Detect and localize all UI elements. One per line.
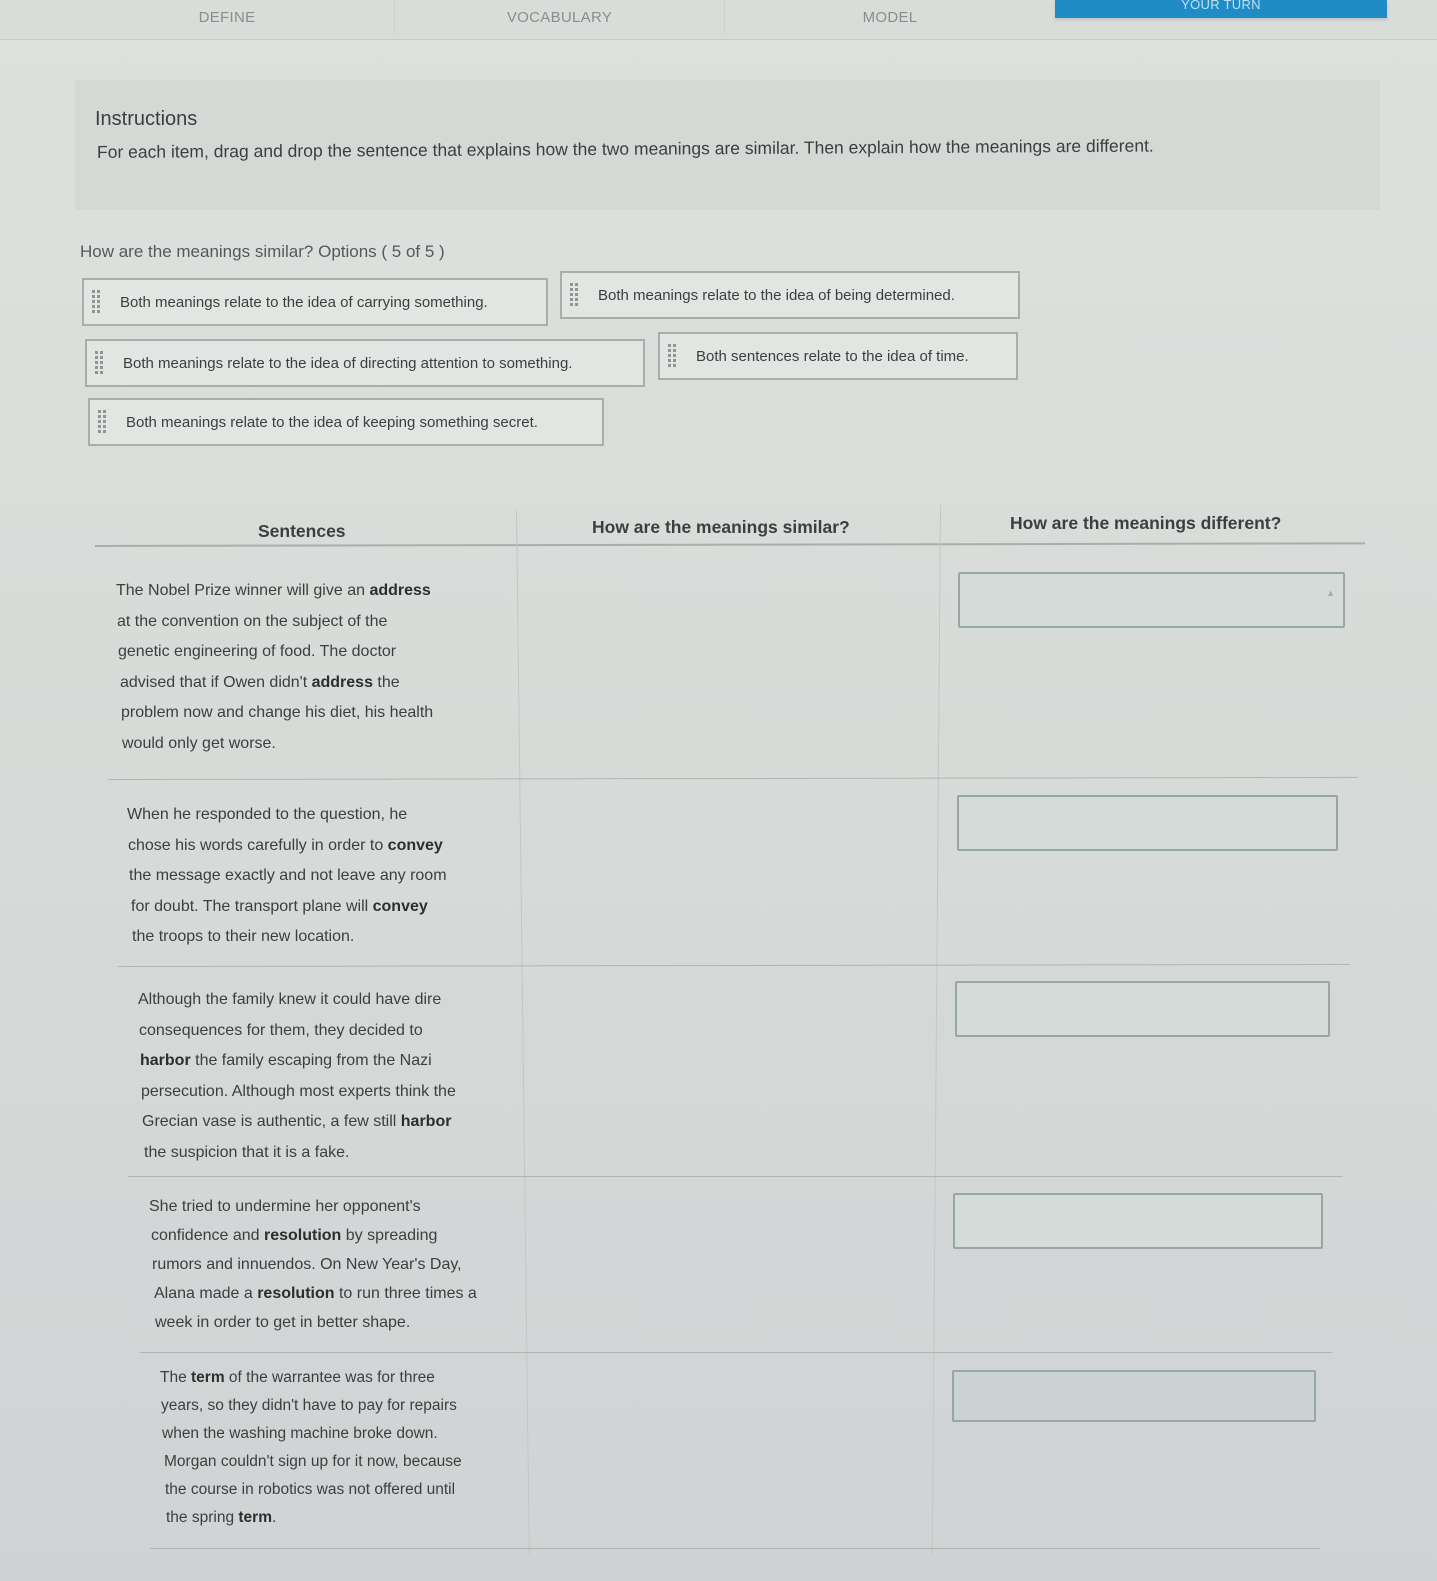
sentence-line: problem now and change his diet, his health <box>121 704 434 721</box>
instructions-text: For each item, drag and drop the sentence that explains how the two meanings are similar. Then explain how the meanings are different. <box>96 135 1154 162</box>
row-divider <box>150 1548 1320 1549</box>
similar-drop-zone-convey[interactable] <box>528 785 928 955</box>
header-sentences: Sentences <box>258 521 346 541</box>
sentence-line: for doubt. The transport plane will convey <box>131 897 428 915</box>
different-input-harbor[interactable] <box>955 981 1330 1037</box>
sentence-line: the message exactly and not leave any room <box>129 867 447 884</box>
tab-your-turn[interactable]: YOUR TURN <box>1055 0 1387 18</box>
drag-handle-icon[interactable] <box>98 410 108 434</box>
option-text: Both meanings relate to the idea of carrying something. <box>120 293 488 311</box>
sentence-line: When he responded to the question, he <box>127 806 408 823</box>
different-input-resolution[interactable] <box>953 1193 1323 1249</box>
sentence-line: consequences for them, they decided to <box>139 1021 423 1039</box>
sentence-line: at the convention on the subject of the <box>117 612 388 630</box>
option-text: Both meanings relate to the idea of being determined. <box>598 286 955 304</box>
sentence-cell-harbor <box>138 985 558 1168</box>
different-input-address[interactable] <box>958 572 1345 628</box>
tab-model[interactable]: MODEL <box>862 8 918 26</box>
sentence-line: The Nobel Prize winner will give an address <box>116 582 431 599</box>
sentence-line: genetic engineering of food. The doctor <box>118 643 397 660</box>
option-chip-determined[interactable] <box>560 271 1020 319</box>
drag-handle-icon[interactable] <box>95 351 105 375</box>
sentence-line: when the washing machine broke down. <box>162 1425 438 1442</box>
option-text: Both meanings relate to the idea of directing attention to something. <box>123 354 573 372</box>
column-divider <box>932 505 941 1555</box>
similar-drop-zone-term[interactable] <box>542 1358 927 1543</box>
sentence-line: Morgan couldn't sign up for it now, because <box>164 1453 462 1470</box>
header-divider <box>95 542 1365 547</box>
sentence-line: the spring term. <box>166 1509 277 1526</box>
sentence-line: would only get worse. <box>122 734 276 752</box>
option-chip-carrying[interactable] <box>82 278 548 326</box>
similar-drop-zone-address[interactable] <box>525 560 930 770</box>
sentence-line: Grecian vase is authentic, a few still harbor <box>142 1113 452 1130</box>
similar-drop-zone-harbor[interactable] <box>532 972 927 1167</box>
instructions-title: Instructions <box>95 108 198 130</box>
option-chip-time[interactable] <box>658 332 1018 380</box>
drag-handle-icon[interactable] <box>668 344 678 368</box>
tab-define[interactable]: DEFINE <box>60 0 395 34</box>
sentence-line: Although the family knew it could have dire <box>138 991 442 1008</box>
sentence-cell-term <box>160 1364 580 1532</box>
sentence-cell-resolution <box>149 1192 569 1337</box>
tab-vocabulary[interactable]: VOCABULARY <box>395 0 725 34</box>
sentence-cell-address <box>116 576 536 759</box>
sentence-line: Alana made a resolution to run three times a <box>154 1285 477 1302</box>
similar-drop-zone-resolution[interactable] <box>537 1182 927 1347</box>
tab-bar <box>0 0 1437 40</box>
sentence-line: week in order to get in better shape. <box>155 1314 411 1331</box>
option-text: Both meanings relate to the idea of keeping something secret. <box>126 413 538 431</box>
header-different: How are the meanings different? <box>1010 513 1282 533</box>
drag-handle-icon[interactable] <box>570 283 580 307</box>
sentence-line: chose his words carefully in order to convey <box>128 836 443 854</box>
resize-handle-icon[interactable]: ▲ <box>1326 588 1335 598</box>
option-chip-directing-attention[interactable] <box>85 339 645 387</box>
row-divider <box>118 964 1350 967</box>
sentence-line: the troops to their new location. <box>132 928 355 945</box>
sentence-line: The term of the warrantee was for three <box>160 1369 435 1386</box>
sentence-line: the suspicion that it is a fake. <box>144 1143 350 1161</box>
different-input-term[interactable] <box>952 1370 1316 1422</box>
row-divider <box>140 1352 1332 1353</box>
sentence-line: confidence and resolution by spreading <box>151 1227 438 1244</box>
sentence-line: She tried to undermine her opponent's <box>149 1198 421 1215</box>
sentence-line: the course in robotics was not offered until <box>165 1481 456 1498</box>
header-similar: How are the meanings similar? <box>592 517 850 537</box>
option-text: Both sentences relate to the idea of time. <box>696 347 969 365</box>
instructions-panel <box>75 80 1380 210</box>
row-divider <box>108 777 1358 780</box>
option-chip-keeping-secret[interactable] <box>88 398 604 446</box>
row-divider <box>128 1176 1343 1177</box>
sentence-line: persecution. Although most experts think the <box>141 1082 456 1100</box>
sentence-line: harbor the family escaping from the Nazi <box>140 1052 432 1069</box>
sentence-line: rumors and innuendos. On New Year's Day, <box>152 1256 462 1273</box>
drag-handle-icon[interactable] <box>92 290 102 314</box>
different-input-convey[interactable] <box>957 795 1338 851</box>
sentence-line: years, so they didn't have to pay for repairs <box>161 1397 457 1414</box>
sentence-cell-convey <box>127 800 547 953</box>
options-label: How are the meanings similar? Options ( 5 of 5 ) <box>80 242 445 261</box>
sentence-line: advised that if Owen didn't address the <box>120 673 400 691</box>
